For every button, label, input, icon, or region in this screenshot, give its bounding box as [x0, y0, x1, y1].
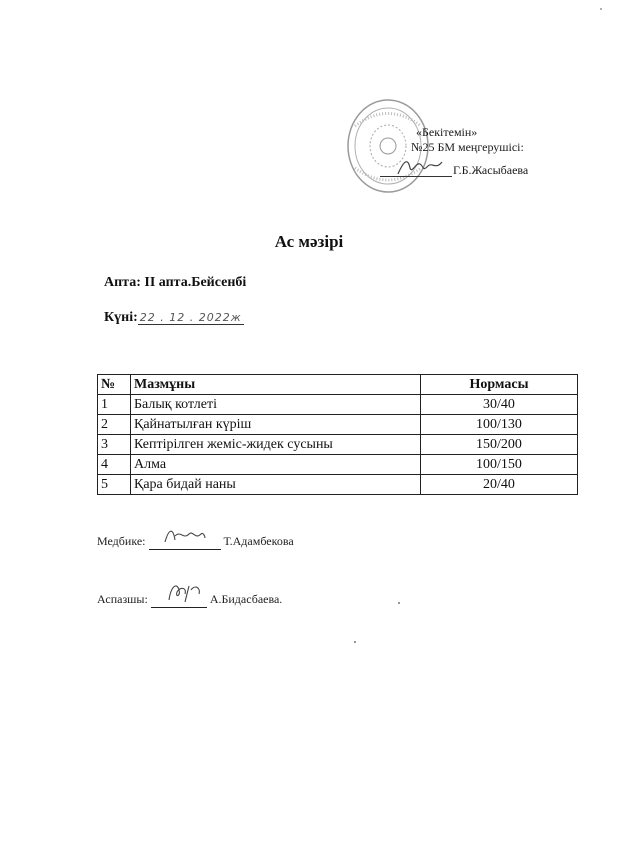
row-content: Кептірілген жеміс-жидек сусыны	[131, 435, 421, 455]
nurse-line	[97, 534, 294, 550]
approval-name: Г.Б.Жасыбаева	[453, 163, 529, 177]
date-value: 22 . 12 . 2022ж	[139, 311, 242, 324]
table-header-row	[98, 375, 578, 395]
row-content: Қара бидай наны	[131, 475, 421, 495]
cook-line	[97, 592, 282, 608]
header-content: Мазмұны	[131, 375, 421, 395]
row-content: Алма	[131, 455, 421, 475]
nurse-name: Т.Адамбекова	[223, 534, 294, 548]
scan-speck	[600, 8, 602, 10]
table-row	[98, 395, 578, 415]
date-line	[104, 310, 244, 326]
table-row	[98, 455, 578, 475]
row-content: Қайнатылған күріш	[131, 415, 421, 435]
nurse-signature	[163, 526, 207, 546]
scan-speck	[398, 602, 400, 604]
approval-block	[411, 125, 524, 155]
nurse-signature-line	[149, 534, 221, 550]
week-label: Апта:	[104, 275, 141, 290]
approval-position: №25 БМ меңгерушісі:	[411, 140, 524, 154]
table-row	[98, 415, 578, 435]
week-line	[104, 275, 246, 291]
cook-label: Аспазшы:	[97, 592, 148, 606]
row-number: 4	[98, 455, 131, 475]
row-norm: 100/150	[421, 455, 578, 475]
cook-signature	[165, 580, 205, 604]
table-row	[98, 435, 578, 455]
scan-speck	[354, 641, 356, 643]
row-norm: 100/130	[421, 415, 578, 435]
date-label: Күні:	[104, 310, 138, 325]
head-signature	[396, 156, 446, 178]
header-number: №	[98, 375, 131, 395]
row-content: Балық котлеті	[131, 395, 421, 415]
approval-label: «Бекітемін»	[416, 125, 478, 139]
nurse-label: Медбике:	[97, 534, 146, 548]
row-number: 2	[98, 415, 131, 435]
menu-table	[97, 374, 578, 495]
row-number: 3	[98, 435, 131, 455]
row-norm: 20/40	[421, 475, 578, 495]
page-title: Ас мәзірі	[274, 232, 344, 251]
row-norm: 30/40	[421, 395, 578, 415]
cook-name: А.Бидасбаева.	[209, 592, 283, 606]
row-norm: 150/200	[421, 435, 578, 455]
cook-signature-line	[151, 592, 207, 608]
row-number: 5	[98, 475, 131, 495]
week-value: II апта.Бейсенбі	[144, 275, 247, 290]
header-norm: Нормасы	[421, 375, 578, 395]
row-number: 1	[98, 395, 131, 415]
table-row	[98, 475, 578, 495]
